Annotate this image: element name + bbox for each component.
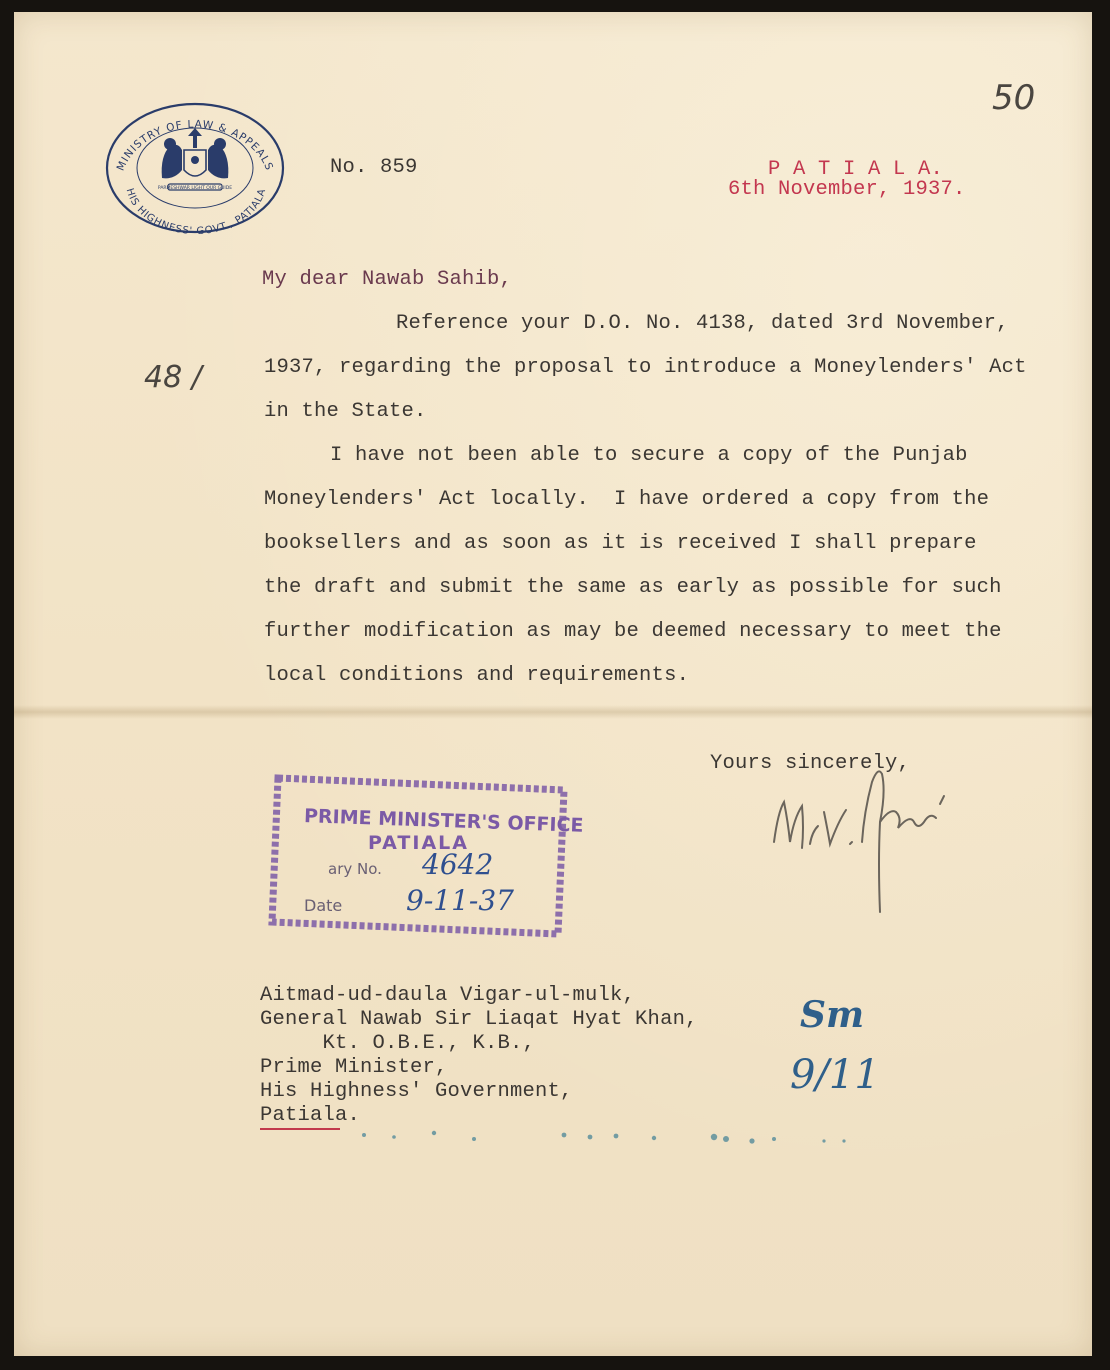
body-line: 1937, regarding the proposal to introduce a Moneylenders' Act [264,356,1027,379]
ministry-seal-icon [100,98,290,236]
coat-of-arms-icon [162,128,229,190]
reference-number: No. 859 [330,156,418,179]
initials-mark: Sm [800,994,865,1036]
margin-reference-annotation: 48 / [144,360,202,395]
stamp-diary-value: 4642 [422,848,494,881]
stamp-date-label: Date [304,896,343,915]
signature [754,752,974,932]
initials-date: 9/11 [790,1052,880,1098]
body-line: I have not been able to secure a copy of the Punjab [330,444,968,467]
letter-sheet [14,12,1092,1356]
stamp-place: PATIALA [368,832,469,854]
address-line: Patiala. [260,1104,361,1127]
address-line: His Highness' Government, [260,1080,573,1103]
body-line: Reference your D.O. No. 4138, dated 3rd November, [396,312,1009,335]
body-line: in the State. [264,400,427,423]
body-line: further modification as may be deemed necessary to meet the [264,620,1002,643]
file-number-annotation: 50 [992,78,1036,118]
address-line: General Nawab Sir Liaqat Hyat Khan, [260,1008,698,1031]
body-line: booksellers and as soon as it is received I shall prepare [264,532,977,555]
seal-motto: PARMESHWAR LIGHT OUR GUIDE [157,186,233,191]
svg-text:HIS HIGHNESS' GOVT., PATIALA [124,187,269,236]
salutation: My dear Nawab Sahib, [262,268,513,291]
stamp-office-name: PRIME MINISTER'S OFFICE [303,805,584,837]
closing: Yours sincerely, [710,752,911,775]
body-line: the draft and submit the same as early as possible for such [264,576,1002,599]
address-underline [260,1128,340,1130]
body-line: local conditions and requirements. [264,664,690,687]
address-line: Aitmad-ud-daula Vigar-ul-mulk, [260,984,636,1007]
letter-date: 6th November, 1937. [728,178,966,201]
address-line: Prime Minister, [260,1056,448,1079]
seal-text-bottom: HIS HIGHNESS' GOVT., PATIALA [123,187,269,236]
seal-text-top: MINISTRY OF LAW & APPEALS [114,118,276,173]
stamp-diary-label: ary No. [328,860,382,878]
ink-smudges [354,1117,894,1157]
address-line: Kt. O.B.E., K.B., [260,1032,536,1055]
stamp-date-value: 9-11-37 [406,884,514,917]
letter-place: P A T I A L A. [768,158,944,181]
body-line: Moneylenders' Act locally. I have ordered a copy from the [264,488,990,511]
paper-fold [14,705,1092,719]
